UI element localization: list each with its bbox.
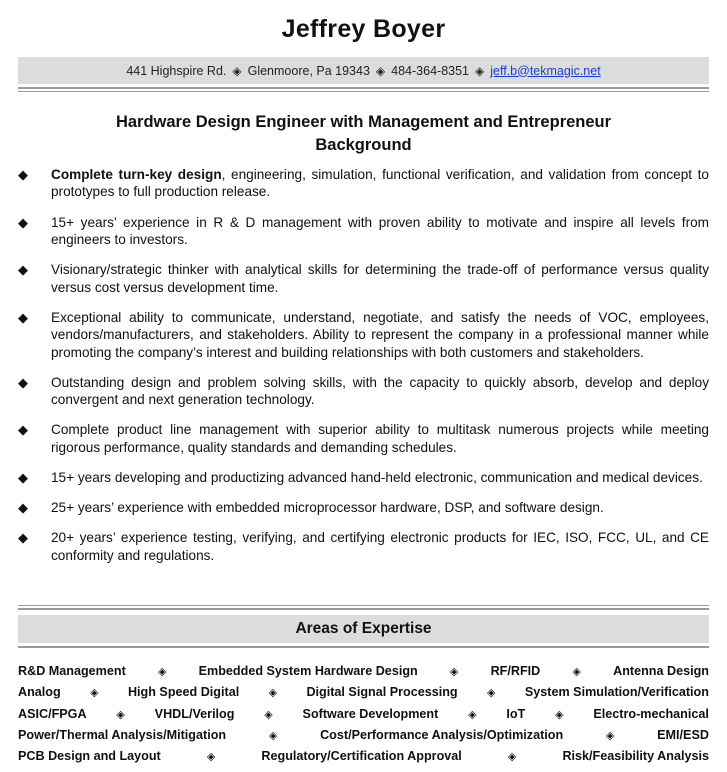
separator-icon: ◈ xyxy=(268,687,278,700)
separator-icon: ◈ xyxy=(375,63,386,78)
resume-name: Jeffrey Boyer xyxy=(281,15,446,43)
summary-bullet xyxy=(18,309,709,361)
bullet-diamond-icon: ◆ xyxy=(18,309,28,325)
expertise-item: System Simulation/Verification xyxy=(524,685,709,700)
bullet-text: Complete product line management with superior ability to multitask numerous projects while meeting rigorous performance, quality standards and demanding schedules. xyxy=(51,422,709,455)
bullet-diamond-icon: ◆ xyxy=(18,214,28,230)
expertise-item: VHDL/Verilog xyxy=(154,706,235,721)
contact-email-link[interactable]: jeff.b@tekmagic.net xyxy=(490,63,601,78)
expertise-item: Antenna Design xyxy=(613,664,709,678)
summary-bullet xyxy=(18,166,709,201)
separator-icon: ◈ xyxy=(507,751,517,764)
headline xyxy=(60,111,667,157)
divider-line xyxy=(18,91,709,92)
areas-of-expertise-heading: Areas of Expertise xyxy=(18,615,709,643)
headline-line-2: Background xyxy=(315,136,412,154)
expertise-item: IoT xyxy=(506,706,526,721)
summary-bullet xyxy=(18,214,709,249)
headline-line-1: Hardware Design Engineer with Management and Entrepreneur xyxy=(115,113,612,131)
expertise-line xyxy=(18,746,709,767)
separator-icon: ◈ xyxy=(232,63,242,78)
expertise-item: Risk/Feasibility Analysis xyxy=(562,749,709,764)
bullet-diamond-icon: ◆ xyxy=(18,422,28,438)
summary-bullet xyxy=(18,374,709,409)
separator-icon: ◈ xyxy=(449,666,459,678)
bullet-diamond-icon: ◆ xyxy=(18,167,28,182)
separator-icon: ◈ xyxy=(475,63,485,78)
expertise-item: RF/RFID xyxy=(490,664,541,678)
expertise-line xyxy=(18,725,709,746)
expertise-line xyxy=(18,704,709,725)
contact-city: Glenmoore, Pa 19343 xyxy=(247,63,370,78)
separator-icon: ◈ xyxy=(555,708,564,721)
expertise-list xyxy=(18,661,709,767)
expertise-item: PCB Design and Layout xyxy=(18,749,161,764)
bullet-diamond-icon: ◆ xyxy=(18,374,28,390)
divider-line xyxy=(18,646,709,648)
summary-bullet xyxy=(18,261,709,296)
separator-icon: ◈ xyxy=(116,708,125,721)
expertise-item: Embedded System Hardware Design xyxy=(198,664,418,678)
summary-bullet xyxy=(18,469,709,486)
summary-bullet xyxy=(18,499,709,516)
expertise-line xyxy=(18,661,709,682)
bullet-text: 20+ years’ experience testing, verifying, and certifying electronic products for IEC, ISO, FCC, UL, and CE conformity and regulations. xyxy=(51,530,709,563)
expertise-item: EMI/ESD xyxy=(657,727,709,742)
expertise-line xyxy=(18,682,709,703)
summary-bullet xyxy=(18,529,709,564)
expertise-item: Cost/Performance Analysis/Optimization xyxy=(320,727,564,742)
bullet-diamond-icon: ◆ xyxy=(18,262,28,278)
summary-bullet xyxy=(18,421,709,456)
separator-icon: ◈ xyxy=(157,666,167,678)
expertise-item: Software Development xyxy=(302,706,439,721)
expertise-item: Analog xyxy=(18,685,61,700)
separator-icon: ◈ xyxy=(90,687,99,700)
separator-icon: ◈ xyxy=(206,751,216,764)
separator-icon: ◈ xyxy=(487,687,496,700)
bullet-diamond-icon: ◆ xyxy=(18,470,28,486)
contact-bar xyxy=(18,57,709,84)
expertise-item: ASIC/FPGA xyxy=(18,706,87,721)
divider-line xyxy=(18,605,709,606)
separator-icon: ◈ xyxy=(268,729,278,742)
expertise-item: R&D Management xyxy=(18,664,126,678)
summary-bullet-list xyxy=(18,166,709,577)
expertise-item: Digital Signal Processing xyxy=(306,685,458,700)
bullet-diamond-icon: ◆ xyxy=(18,530,28,546)
bullet-text: 15+ years developing and productizing advanced hand-held electronic, communication and medical devices. xyxy=(51,470,703,486)
divider-line xyxy=(18,87,709,89)
bullet-text: 15+ years’ experience in R & D management with proven ability to motivate and inspire all levels from engineers to investors. xyxy=(51,214,709,248)
bullet-text: Outstanding design and problem solving skills, with the capacity to quickly absorb, develop and deploy convergent and next generation technology. xyxy=(51,374,709,408)
bullet-text: 25+ years’ experience with embedded microprocessor hardware, DSP, and software design. xyxy=(51,500,604,516)
separator-icon: ◈ xyxy=(264,708,273,721)
separator-icon: ◈ xyxy=(572,666,581,678)
bullet-bold-text: Complete turn-key design xyxy=(51,167,222,182)
bullet-diamond-icon: ◆ xyxy=(18,500,28,516)
divider-line xyxy=(18,608,709,610)
bullet-text: , engineering, simulation, functional verification, and validation from concept to prototypes to full production release. xyxy=(51,167,709,200)
expertise-item: Power/Thermal Analysis/Mitigation xyxy=(18,727,227,742)
bullet-text: Visionary/strategic thinker with analytical skills for determining the trade-off of performance versus quality versus cost versus development time. xyxy=(51,262,709,295)
contact-address: 441 Highspire Rd. xyxy=(126,63,227,78)
separator-icon: ◈ xyxy=(468,708,477,721)
contact-phone: 484-364-8351 xyxy=(391,63,470,78)
bullet-text: Exceptional ability to communicate, understand, negotiate, and satisfy the needs of VOC, employees, vendors/manufacturers, and stakeholders. Ability to represent the company in a professional manner while promoting the company’s interest and building relationships with both customers and stakeholders. xyxy=(51,309,709,360)
expertise-item: High Speed Digital xyxy=(127,685,240,700)
separator-icon: ◈ xyxy=(605,729,615,742)
expertise-item: Regulatory/Certification Approval xyxy=(261,749,462,764)
expertise-item: Electro-mechanical xyxy=(593,706,709,721)
